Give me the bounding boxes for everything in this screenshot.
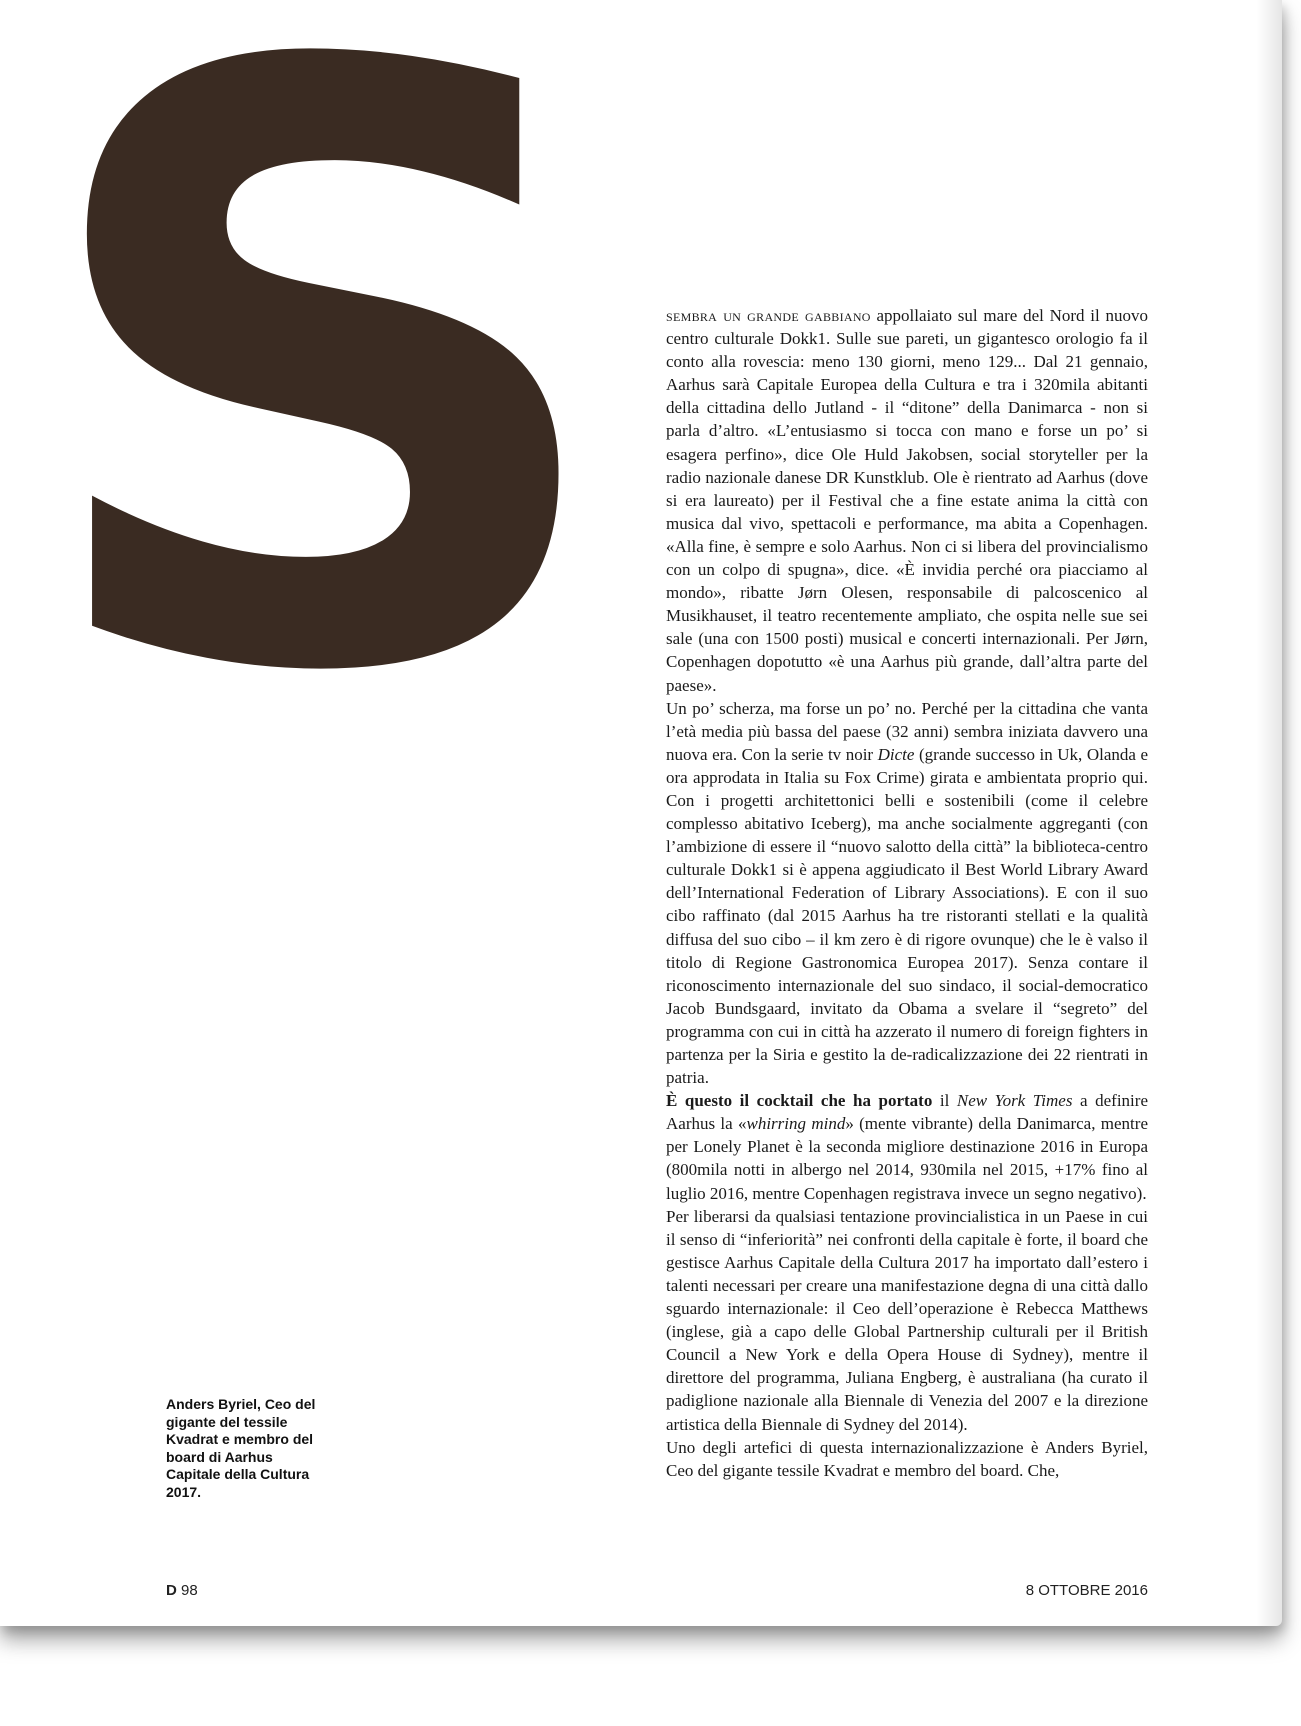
photo-caption: Anders Byriel, Ceo del gigante del tessile Kvadrat e membro del board di Aarhus Capitale della Cultura 2017. — [166, 1396, 316, 1500]
article-paragraph-3 — [666, 1089, 1148, 1204]
page-number: 98 — [181, 1582, 198, 1599]
article-paragraph-5: Uno degli artefici di questa internazionalizzazione è Anders Byriel, Ceo del gigante tessile Kvadrat e membro del board. Che, — [666, 1437, 1148, 1480]
article-body — [666, 304, 1148, 1482]
article-paragraph-2-text-a: Un po’ scherza, ma forse un po’ no. Perché per la cittadina che vanta l’età media più bassa del paese (32 anni) sembra iniziata davvero una nuova era. Con la serie tv noir — [666, 698, 1148, 764]
page-folio — [166, 1582, 198, 1599]
article-paragraph-3-text-a: il — [932, 1091, 957, 1111]
issue-date: 8 OTTOBRE 2016 — [1025, 1582, 1148, 1599]
article-paragraph-3-text-c: » (mente vibrante) della Danimarca, mentre per Lonely Planet è la seconda migliore destinazione 2016 in Europa (800mila notti in albergo nel 2014, 930mila nel 2015, +17% fino al luglio 2016, mentre Copenhagen registrava invece un segno negativo). — [666, 1114, 1148, 1203]
paragraph-lead-bold: È questo il cocktail che ha portato — [666, 1091, 933, 1111]
newspaper-name-italic: New York Times — [956, 1091, 1073, 1111]
quote-italic: whirring mind — [746, 1114, 846, 1134]
article-paragraph-4: Per liberarsi da qualsiasi tentazione provincialistica in un Paese in cui il senso di “inferiorità” nei confronti della capitale è forte, il board che gestisce Aarhus Capitale della Cultura 2017 ha importato dall’estero i talenti necessari per creare una manifestazione degna di una città dallo sguardo internazionale: il Ceo dell’operazione è Rebecca Matthews (inglese, già a capo delle Global Partnership culturali per il British Council a New York e della Opera House di Sydney), mentre il direttore del programma, Juliana Engberg, è australiana (ha curato il padiglione nazionale alla Biennale di Venezia del 2007 e la direzione artistica della Biennale di Sydney del 2014). — [666, 1206, 1148, 1434]
article-paragraph-1-text: appollaiato sul mare del Nord il nuovo centro culturale Dokk1. Sulle sue pareti, un gigantesco orologio fa il conto alla rovescia: meno 130 giorni, meno 129... Dal 21 gennaio, Aarhus sarà Capitale Europea della Cultura e tra i 320mila abitanti della cittadina dello Jutland - il “ditone” della Danimarca - non si parla d’altro. «L’entusiasmo si tocca con mano e forse un po’ si esagera perfino», dice Ole Huld Jakobsen, social storyteller per la radio nazionale danese DR Kunstklub. Ole è rientrato ad Aarhus (dove si era laureato) per il Festival che a fine estate anima la città con musica dal vivo, spettacoli e performance, ma abita a Copenhagen. «Alla fine, è sempre e solo Aarhus. Non ci si libera del provincialismo con un colpo di spugna», dice. «È invidia perché ora piacciamo al mondo», ribatte Jørn Olesen, responsabile di palcoscenico al Musikhauset, il teatro recentemente ampliato, che ospita nelle sue sei sale (una con 1500 posti) musical e concerti internazionali. Per Jørn, Copenhagen dopotutto «è una Aarhus più grande, dall’altra parte del paese». — [666, 306, 1149, 695]
article-paragraph-1 — [666, 304, 1148, 697]
magazine-logo-letter: D — [166, 1582, 177, 1599]
article-paragraph-2 — [666, 697, 1148, 1090]
show-title-italic: Dicte — [877, 744, 915, 764]
drop-cap-letter: S — [28, 0, 609, 851]
article-paragraph-2-text-b: (grande successo in Uk, Olanda e ora approdata in Italia su Fox Crime) girata e ambientata proprio qui. Con i progetti architettonici belli e sostenibili (come il celebre complesso abitativo Iceberg), ma anche socialmente aggreganti (con l’ambizione di essere il “nuovo salotto della città” la biblioteca-centro culturale Dokk1 si è appena aggiudicato il Best World Library Award dell’International Federation of Library Associations). E con il suo cibo raffinato (dal 2015 Aarhus ha tre ristoranti stellati e la qualità diffusa del suo cibo – il km zero è di rigore ovunque) che le è valso il titolo di Regione Gastronomica Europea 2017). Senza contare il riconoscimento internazionale del suo sindaco, il social-democratico Jacob Bundsgaard, invitato da Obama a svelare il “segreto” del programma con cui in città ha azzerato il numero di foreign fighters in partenza per la Siria e gestito la de-radicalizzazione dei 22 rientrati in patria. — [666, 744, 1148, 1088]
article-lead-smallcaps: sembra un grande gabbiano — [666, 306, 871, 325]
article-paragraph-3-text-b: a definire Aarhus la « — [666, 1091, 1148, 1134]
